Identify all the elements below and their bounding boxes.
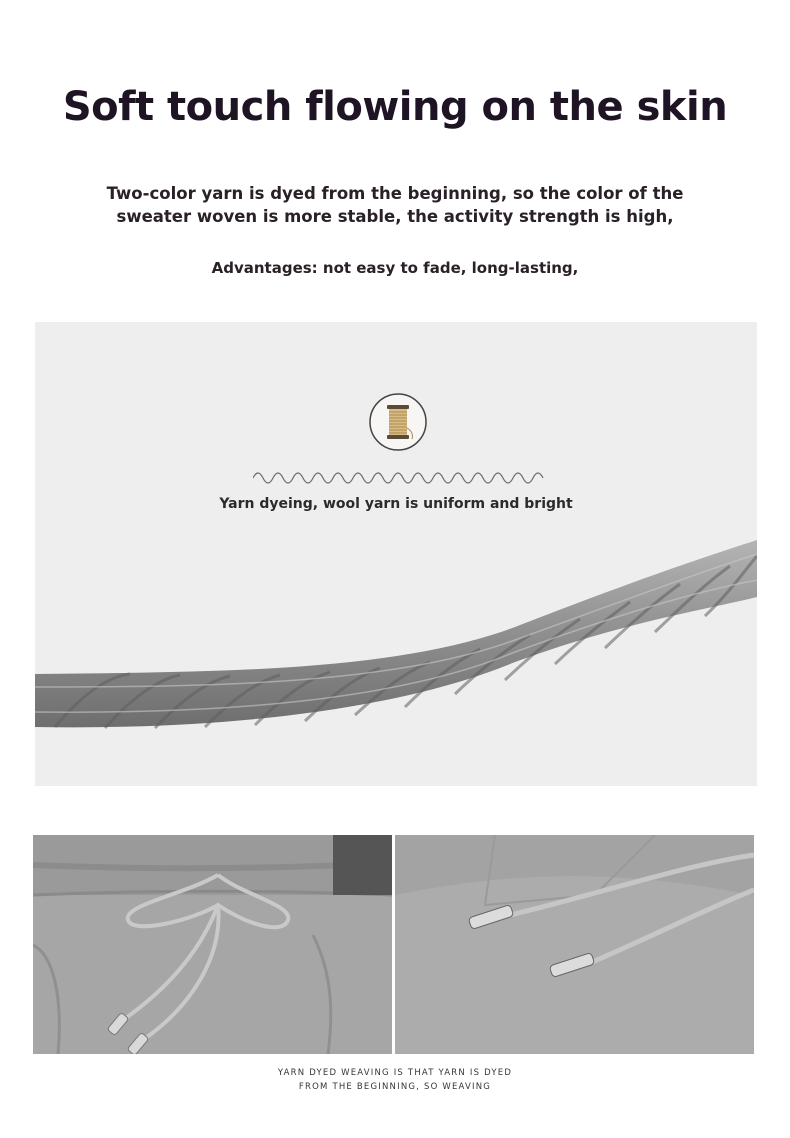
yarn-spool-icon xyxy=(368,392,428,452)
intro-text xyxy=(95,182,695,228)
yarn-dyeing-panel xyxy=(35,322,757,786)
footer-line-2: FROM THE BEGINNING, SO WEAVING xyxy=(298,1082,492,1092)
twisted-yarn-image xyxy=(35,522,757,742)
page-headline: Soft touch flowing on the skin xyxy=(62,84,728,130)
footer-line-1: YARN DYED WEAVING IS THAT YARN IS DYED xyxy=(277,1068,513,1078)
yarn-panel-caption: Yarn dyeing, wool yarn is uniform and bright xyxy=(219,496,573,512)
intro-line-1: Two-color yarn is dyed from the beginning, so the color of the xyxy=(106,184,684,203)
drawstring-tips-image xyxy=(395,835,754,1054)
footer-note xyxy=(0,1066,790,1094)
drawstring-bow-photo xyxy=(33,835,392,1054)
advantages-text: Advantages: not easy to fade, long-lasting, xyxy=(211,259,579,277)
drawstring-tips-photo xyxy=(395,835,754,1054)
intro-line-2: sweater woven is more stable, the activity strength is high, xyxy=(116,207,674,226)
drawstring-bow-image xyxy=(33,835,392,1054)
knit-loop-divider xyxy=(253,470,545,486)
